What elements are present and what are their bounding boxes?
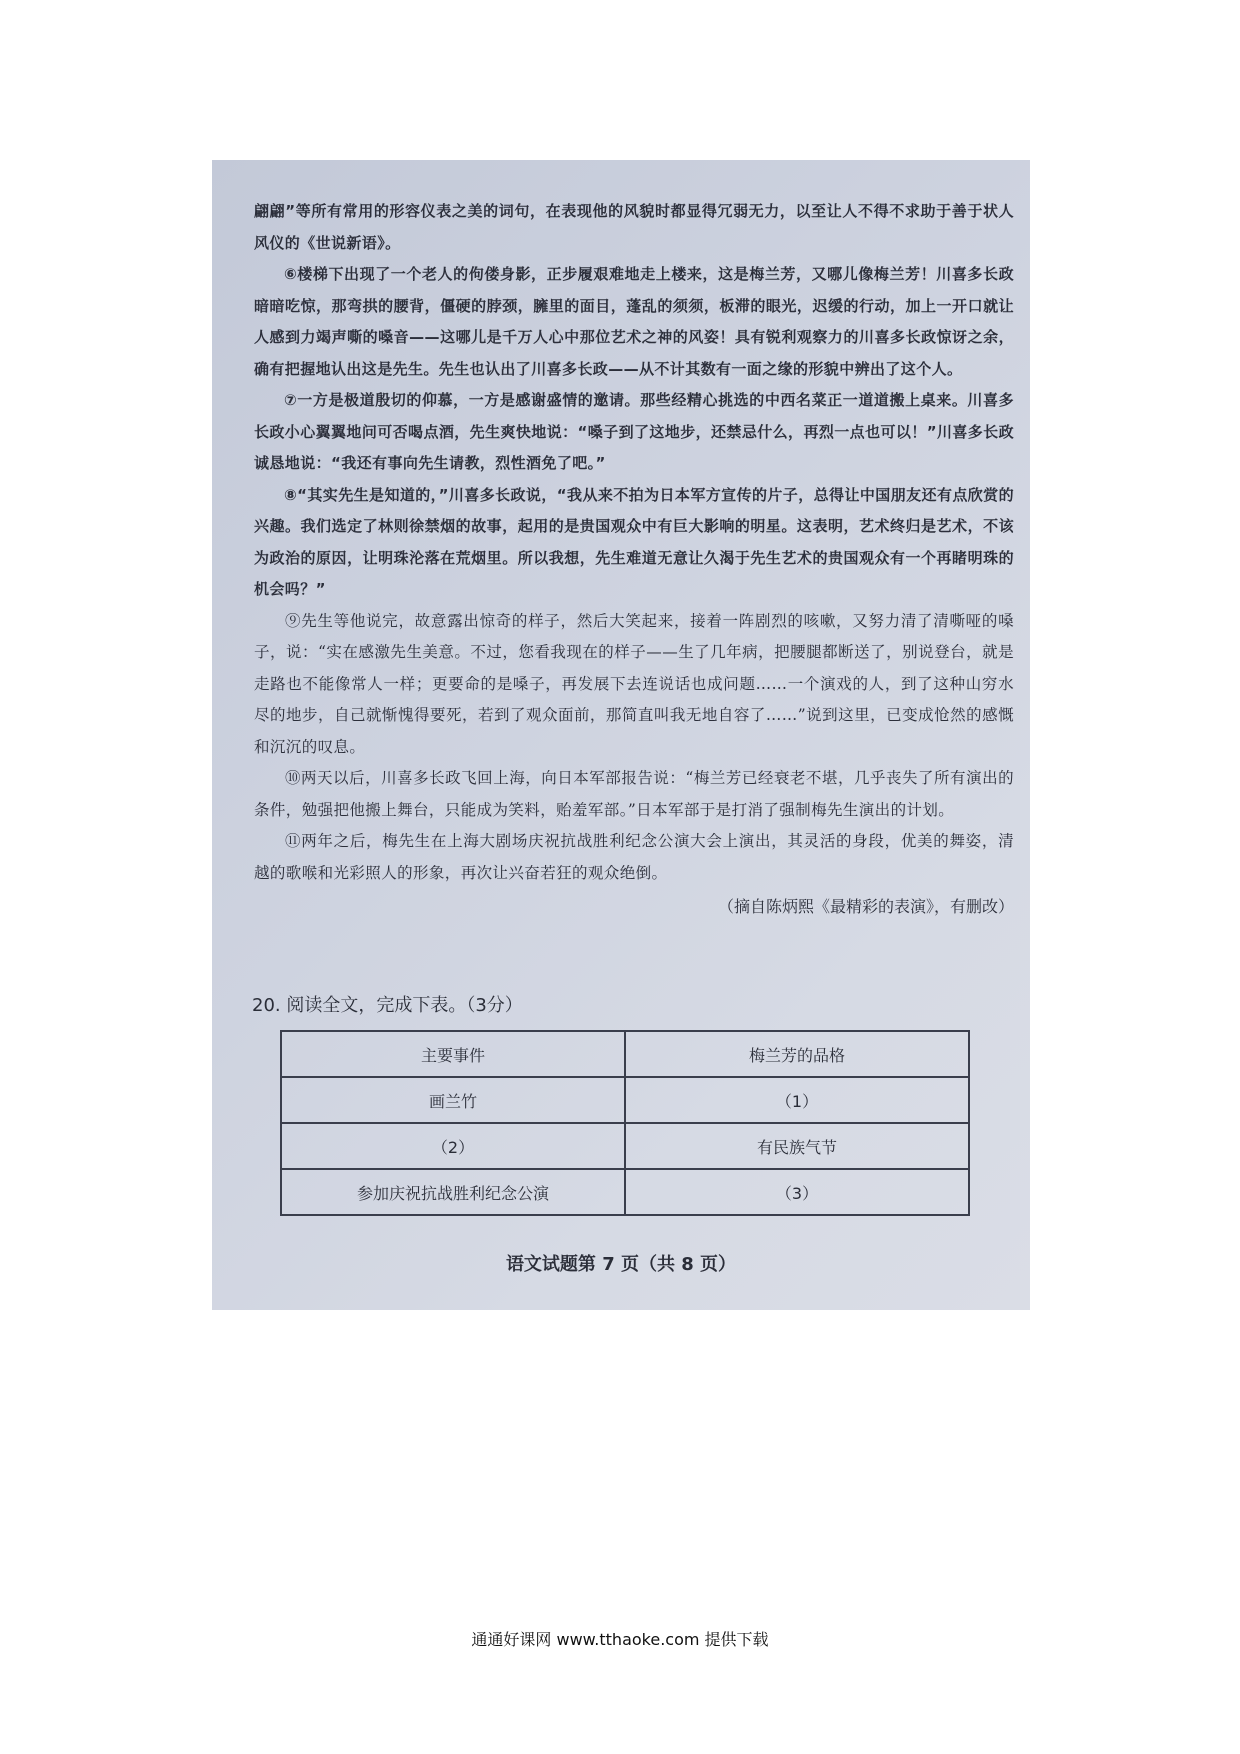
passage-paragraph-10: ⑩两天以后，川喜多长政飞回上海，向日本军部报告说：“梅兰芳已经衰老不堪，几乎丧失了所有演出的条件，勉强把他搬上舞台，只能成为笑料，贻羞军部。”日本军部于是打消了强制梅先生演出的计划。 [254, 769, 1014, 819]
passage-paragraph-continuation: 翩翩”等所有常用的形容仪表之美的词句，在表现他的风貌时都显得冗弱无力，以至让人不得不求助于善于状人风仪的《世说新语》。 [254, 202, 1014, 252]
passage-paragraph-11: ⑪两年之后，梅先生在上海大剧场庆祝抗战胜利纪念公演大会上演出，其灵活的身段，优美的舞姿，清越的歌喉和光彩照人的形象，再次让兴奋若狂的观众绝倒。 [254, 832, 1014, 882]
table-cell: 参加庆祝抗战胜利纪念公演 [281, 1169, 625, 1215]
table-row [281, 1123, 969, 1169]
passage-paragraph-8: ⑧“其实先生是知道的，”川喜多长政说，“我从来不拍为日本军方宣传的片子，总得让中国朋友还有点欣赏的兴趣。我们选定了林则徐禁烟的故事，起用的是贵国观众中有巨大影响的明星。这表明，艺术终归是艺术，不该为政治的原因，让明珠沦落在荒烟里。所以我想，先生难道无意让久渴于先生艺术的贵国观众有一个再睹明珠的机会吗？” [254, 485, 1014, 598]
table-header-cell: 主要事件 [281, 1031, 625, 1077]
passage-paragraph-6: ⑥楼梯下出现了一个老人的佝偻身影，正步履艰难地走上楼来，这是梅兰芳，又哪儿像梅兰芳！川喜多长政暗暗吃惊，那弯拱的腰背，僵硬的脖颈，臃里的面目，蓬乱的须须，板滞的眼光，迟缓的行动，加上一开口就让人感到力竭声嘶的嗓音——这哪儿是千万人心中那位艺术之神的风姿！具有锐利观察力的川喜多长政惊讶之余，确有把握地认出这是先生。先生也认出了川喜多长政——从不计其数有一面之缘的形貌中辨出了这个人。 [254, 265, 1014, 378]
reading-passage [254, 196, 1014, 923]
table-cell: 画兰竹 [281, 1077, 625, 1123]
table-cell: （2） [281, 1123, 625, 1169]
table-row [281, 1077, 969, 1123]
table-cell: （1） [625, 1077, 969, 1123]
exam-page-photo [212, 160, 1030, 1310]
passage-paragraph-7: ⑦一方是极道殷切的仰慕，一方是感谢盛情的邀请。那些经精心挑选的中西名菜正一道道搬上桌来。川喜多长政小心翼翼地问可否喝点酒，先生爽快地说：“嗓子到了这地步，还禁忌什么，再烈一点也可以！”川喜多长政诚恳地说：“我还有事向先生请教，烈性酒免了吧。” [254, 391, 1014, 472]
question-20: 20. 阅读全文，完成下表。（3分） [252, 995, 523, 1016]
table-header-cell: 梅兰芳的品格 [625, 1031, 969, 1077]
answer-table [280, 1030, 970, 1216]
passage-source: （摘自陈炳熙《最精彩的表演》，有删改） [717, 897, 1014, 916]
table-cell: （3） [625, 1169, 969, 1215]
table-cell: 有民族气节 [625, 1123, 969, 1169]
table-row [281, 1169, 969, 1215]
table-header-row [281, 1031, 969, 1077]
site-footer: 通通好课网 www.tthaoke.com 提供下载 [471, 1630, 769, 1649]
passage-paragraph-9: ⑨先生等他说完，故意露出惊奇的样子，然后大笑起来，接着一阵剧烈的咳嗽，又努力清了清嘶哑的嗓子，说：“实在感激先生美意。不过，您看我现在的样子——生了几年病，把腰腿都断送了，别说登台，就是走路也不能像常人一样；更要命的是嗓子，再发展下去连说话也成问题……一个演戏的人，到了这种山穷水尽的地步，自己就惭愧得要死，若到了观众面前，那简直叫我无地自容了……”说到这里，已变成怆然的感慨和沉沉的叹息。 [254, 611, 1014, 756]
page-number-footer: 语文试题第 7 页（共 8 页） [505, 1254, 737, 1275]
